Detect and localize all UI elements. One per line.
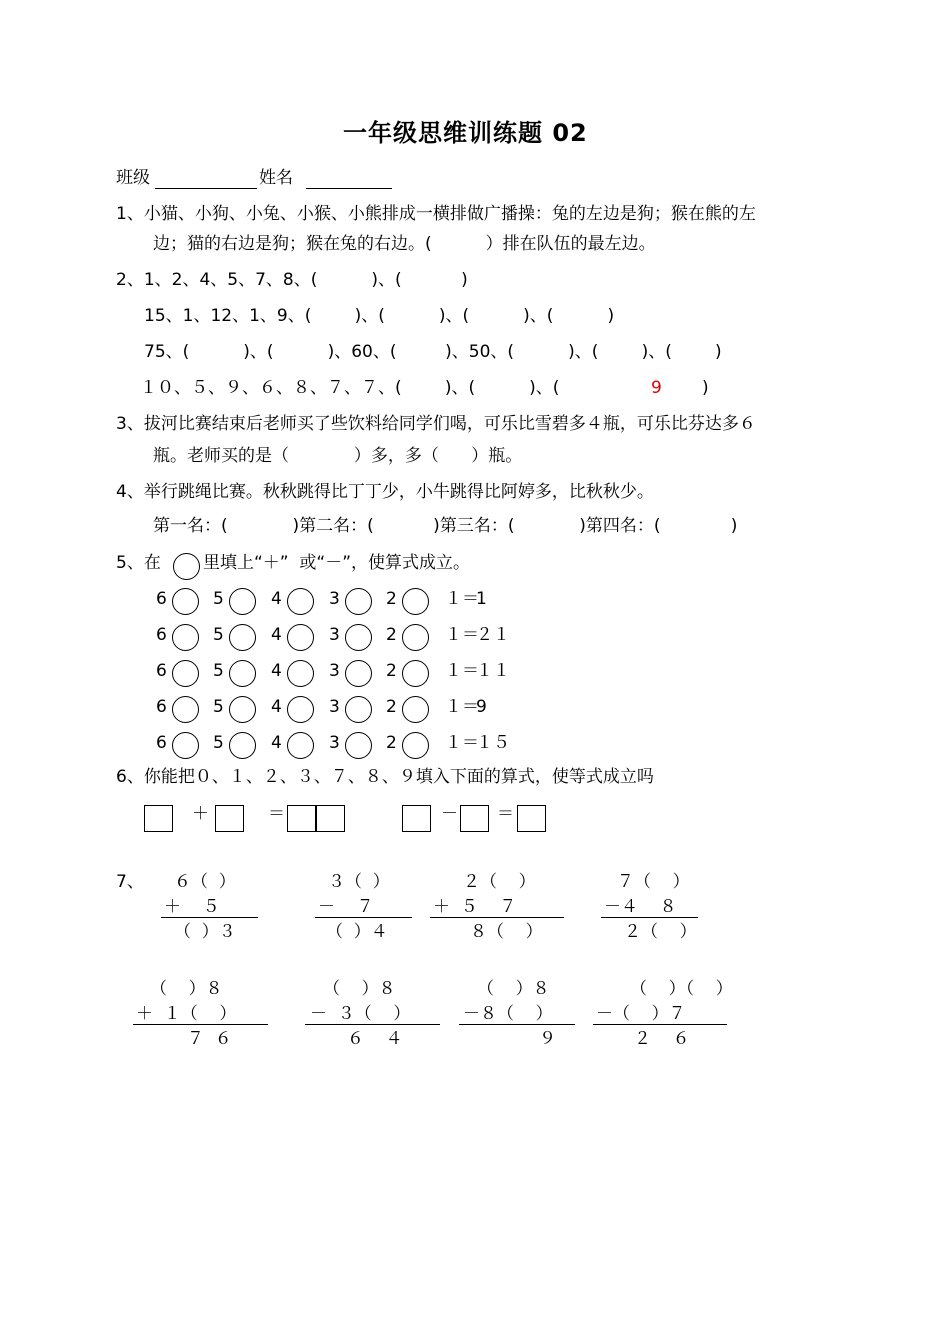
answer-box[interactable] (316, 805, 345, 832)
equation-number: 6 (156, 697, 167, 717)
sum-line (459, 1024, 575, 1025)
operator-circle[interactable] (229, 588, 256, 615)
equation-number: 5 (213, 733, 224, 753)
sum-line (601, 917, 698, 918)
vertical-sum-5-bot: ７ ６ (187, 1029, 232, 1049)
vertical-sum-4-bot: ２（ ） (624, 922, 697, 942)
class-label: 班级 (116, 168, 150, 188)
equation-number: 2 (386, 733, 397, 753)
operator-circle[interactable] (229, 732, 256, 759)
equation-result: ２１ (476, 625, 510, 645)
q2-line2: 15、1、12、1、9、( )、( )、( )、( ) (144, 306, 615, 326)
answer-box[interactable] (517, 805, 546, 832)
vertical-sum-6-top: （ ）８ (323, 979, 396, 999)
q3-line1: 3、拔河比赛结束后老师买了些饮料给同学们喝，可乐比雪碧多４瓶，可乐比芬达多６ (116, 414, 756, 434)
operator-circle[interactable] (345, 732, 372, 759)
q6-text: 6、你能把０、１、２、３、７、８、９填入下面的算式，使等式成立吗 (116, 767, 654, 787)
operator-circle[interactable] (402, 624, 429, 651)
vertical-sum-1-mid: ＋ ５ (164, 897, 220, 917)
equation-result: 9 (476, 697, 487, 717)
operator-circle[interactable] (172, 624, 199, 651)
operator-circle[interactable] (172, 660, 199, 687)
equation-number: 3 (329, 733, 340, 753)
vertical-sum-2-bot: （ ）４ (326, 922, 388, 942)
answer-box[interactable] (402, 805, 431, 832)
operator-circle[interactable] (229, 624, 256, 651)
name-blank[interactable] (306, 188, 392, 189)
vertical-sum-3-top: ２（ ） (463, 872, 536, 892)
vertical-sum-2-mid: － ７ (318, 897, 374, 917)
vertical-sum-4-mid: －４ ８ (604, 897, 677, 917)
sum-line (305, 1024, 440, 1025)
operator-circle[interactable] (402, 696, 429, 723)
equals-sign: ＝ (497, 804, 514, 824)
equation-number: 3 (329, 661, 340, 681)
q7-label: 7、 (116, 872, 144, 892)
vertical-sum-6-bot: ６ ４ (347, 1029, 403, 1049)
plus-sign: ＋ (192, 804, 209, 824)
q2-line4-close: ) (702, 378, 709, 398)
equation-number: 2 (386, 589, 397, 609)
q2-line3: 75、( )、( )、60、( )、50、( )、( )、( ) (144, 342, 722, 362)
equation-number: 5 (213, 697, 224, 717)
equation-prefix: １＝ (445, 733, 479, 753)
operator-circle[interactable] (402, 732, 429, 759)
vertical-sum-4-top: ７（ ） (617, 872, 690, 892)
q2-line4: １０、５、９、６、８、７、７、( )、( )、( (140, 378, 560, 398)
answer-box[interactable] (460, 805, 489, 832)
equation-number: 4 (271, 625, 282, 645)
sum-line (593, 1024, 727, 1025)
answer-box[interactable] (287, 805, 316, 832)
operator-circle[interactable] (402, 660, 429, 687)
operator-circle[interactable] (172, 588, 199, 615)
equation-number: 6 (156, 589, 167, 609)
equation-number: 6 (156, 625, 167, 645)
operator-circle[interactable] (402, 588, 429, 615)
equation-prefix: １＝ (445, 697, 479, 717)
equation-result: １５ (476, 733, 510, 753)
operator-circle[interactable] (287, 696, 314, 723)
operator-circle[interactable] (287, 732, 314, 759)
operator-circle[interactable] (345, 696, 372, 723)
operator-circle[interactable] (345, 624, 372, 651)
answer-box[interactable] (215, 805, 244, 832)
equation-number: 6 (156, 733, 167, 753)
equation-prefix: １＝ (445, 661, 479, 681)
vertical-sum-8-top: （ ）（ ） (630, 979, 733, 999)
equation-number: 4 (271, 697, 282, 717)
q5-intro: 5、在 (116, 553, 161, 573)
sum-line (161, 917, 258, 918)
q1-line2: 边；猫的右边是狗；猴在兔的右边。( ）排在队伍的最左边。 (153, 234, 656, 254)
equation-result: １１ (476, 661, 510, 681)
page-title: 一年级思维训练题 02 (343, 119, 588, 147)
operator-circle[interactable] (345, 588, 372, 615)
vertical-sum-5-top: （ ）８ (150, 979, 223, 999)
operator-circle[interactable] (287, 660, 314, 687)
vertical-sum-1-top: ６（ ） (174, 872, 236, 892)
q2-line1: 2、1、2、4、5、7、8、( )、( ) (116, 270, 468, 290)
operator-circle[interactable] (287, 624, 314, 651)
q4-rankings: 第一名：( )第二名：( )第三名：( )第四名：( ) (153, 516, 738, 536)
q4-line1: 4、举行跳绳比赛。秋秋跳得比丁丁少，小牛跳得比阿婷多，比秋秋少。 (116, 482, 654, 502)
vertical-sum-8-bot: ２ ６ (634, 1029, 690, 1049)
operator-circle[interactable] (287, 588, 314, 615)
equation-number: 4 (271, 733, 282, 753)
q2-line4-answer: 9 (651, 378, 662, 398)
equation-number: 5 (213, 589, 224, 609)
equation-prefix: １＝ (445, 625, 479, 645)
equation-number: 2 (386, 697, 397, 717)
equation-number: 5 (213, 661, 224, 681)
equation-number: 3 (329, 589, 340, 609)
vertical-sum-7-bot: ９ (539, 1029, 556, 1049)
answer-box[interactable] (144, 805, 173, 832)
vertical-sum-6-mid: － ３（ ） (310, 1004, 411, 1024)
equals-sign: ＝ (268, 804, 285, 824)
minus-sign: － (441, 804, 458, 824)
q1-line1: 1、小猫、小狗、小兔、小猴、小熊排成一横排做广播操：兔的左边是狗；猴在熊的左 (116, 204, 756, 224)
operator-circle[interactable] (345, 660, 372, 687)
equation-result: 1 (476, 589, 487, 609)
operator-circle[interactable] (229, 696, 256, 723)
vertical-sum-3-bot: ８（ ） (470, 922, 543, 942)
equation-prefix: １＝ (445, 589, 479, 609)
equation-number: 3 (329, 697, 340, 717)
equation-number: 6 (156, 661, 167, 681)
class-blank[interactable] (155, 188, 257, 189)
equation-number: 3 (329, 625, 340, 645)
sum-line (315, 917, 412, 918)
vertical-sum-2-top: ３（ ） (328, 872, 390, 892)
operator-circle-example (173, 553, 200, 580)
q5-instruction: 里填上“＋” 或“－”，使算式成立。 (203, 553, 471, 573)
vertical-sum-3-mid: ＋ ５ ７ (433, 897, 517, 917)
equation-number: 4 (271, 589, 282, 609)
vertical-sum-5-mid: ＋ １（ ） (136, 1004, 237, 1024)
equation-number: 2 (386, 661, 397, 681)
equation-number: 2 (386, 625, 397, 645)
name-label: 姓名 (259, 168, 293, 188)
vertical-sum-7-top: （ ）８ (477, 979, 550, 999)
q3-line2: 瓶。老师买的是（ ）多，多（ ）瓶。 (153, 446, 523, 466)
vertical-sum-7-mid: －８（ ） (463, 1004, 553, 1024)
operator-circle[interactable] (229, 660, 256, 687)
sum-line (430, 917, 564, 918)
operator-circle[interactable] (172, 732, 199, 759)
vertical-sum-1-bot: （ ）３ (174, 922, 236, 942)
sum-line (133, 1024, 268, 1025)
equation-number: 4 (271, 661, 282, 681)
vertical-sum-8-mid: －（ ）７ (596, 1004, 686, 1024)
operator-circle[interactable] (172, 696, 199, 723)
equation-number: 5 (213, 625, 224, 645)
